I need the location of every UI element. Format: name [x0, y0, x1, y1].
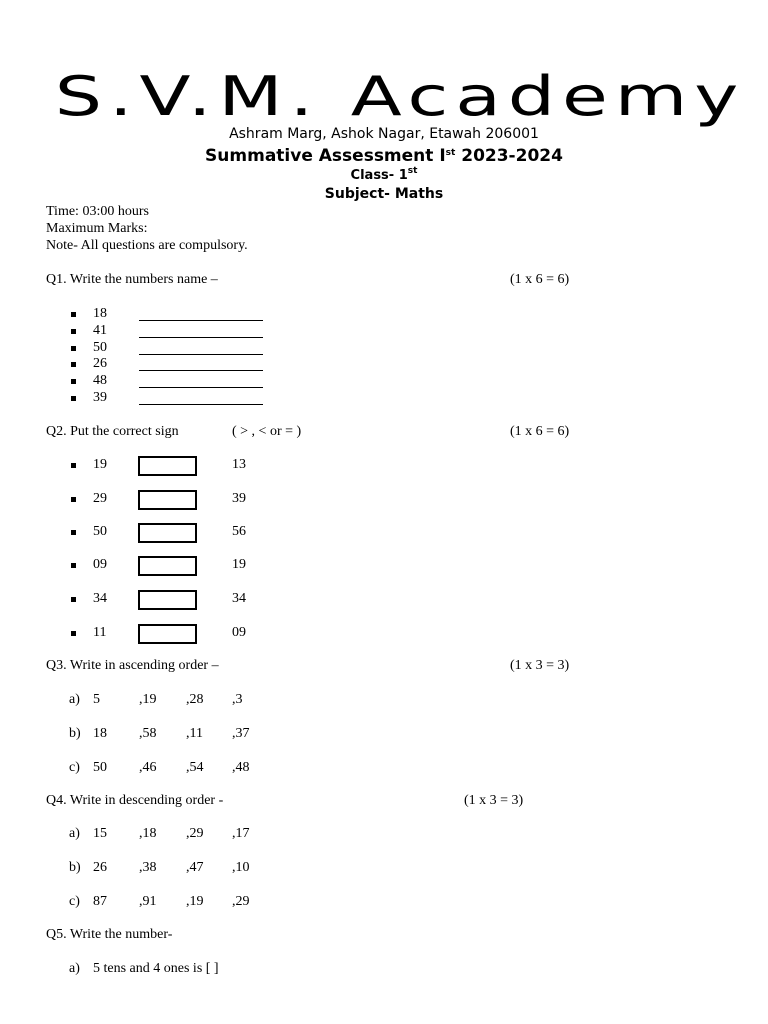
q1-question: Q1. Write the numbers name –	[46, 272, 218, 287]
q3-value: ,19	[139, 692, 157, 707]
bullet-icon	[71, 312, 76, 317]
q3-value: 50	[93, 760, 107, 775]
q3-value: ,11	[186, 726, 203, 741]
q4-value: ,10	[232, 860, 250, 875]
q1-number: 18	[93, 306, 107, 321]
bullet-icon	[71, 329, 76, 334]
q1-number: 26	[93, 356, 107, 371]
q2-sign-box[interactable]	[138, 456, 197, 476]
bullet-icon	[71, 379, 76, 384]
q2-sign-box[interactable]	[138, 590, 197, 610]
time-info: Time: 03:00 hours	[46, 204, 149, 219]
q4-value: ,38	[139, 860, 157, 875]
q3-row-label: a)	[69, 692, 80, 707]
q4-row-label: a)	[69, 826, 80, 841]
q3-value: ,46	[139, 760, 157, 775]
school-name: S.V.M. Academy	[54, 65, 746, 128]
school-address: Ashram Marg, Ashok Nagar, Etawah 206001	[229, 126, 539, 142]
q2-right-number: 19	[232, 557, 246, 572]
bullet-icon	[71, 497, 76, 502]
bullet-icon	[71, 597, 76, 602]
q1-answer-line[interactable]	[139, 354, 263, 355]
q2-right-number: 56	[232, 524, 246, 539]
q2-right-number: 34	[232, 591, 246, 606]
q1-number: 48	[93, 373, 107, 388]
q1-number: 39	[93, 390, 107, 405]
q4-question: Q4. Write in descending order -	[46, 793, 224, 808]
q4-value: ,91	[139, 894, 157, 909]
q4-value: 87	[93, 894, 107, 909]
q2-right-number: 13	[232, 457, 246, 472]
q3-row-label: b)	[69, 726, 81, 741]
q4-value: ,29	[232, 894, 250, 909]
q4-marks: (1 x 3 = 3)	[464, 793, 524, 808]
q2-left-number: 09	[93, 557, 107, 572]
q1-answer-line[interactable]	[139, 370, 263, 371]
q2-sign-box[interactable]	[138, 523, 197, 543]
q2-sign-box[interactable]	[138, 624, 197, 644]
q2-right-number: 09	[232, 625, 246, 640]
bullet-icon	[71, 631, 76, 636]
q4-row-label: c)	[69, 894, 80, 909]
q4-value: 15	[93, 826, 107, 841]
q3-value: ,37	[232, 726, 250, 741]
q3-value: ,58	[139, 726, 157, 741]
q4-value: ,47	[186, 860, 204, 875]
q1-number: 41	[93, 323, 107, 338]
q2-signs: ( > , < or = )	[232, 424, 302, 439]
q3-row-label: c)	[69, 760, 80, 775]
q1-answer-line[interactable]	[139, 404, 263, 405]
q2-left-number: 11	[93, 625, 107, 640]
q2-left-number: 29	[93, 491, 107, 506]
q1-answer-line[interactable]	[139, 337, 263, 338]
q4-value: ,19	[186, 894, 204, 909]
q1-marks: (1 x 6 = 6)	[510, 272, 570, 287]
bullet-icon	[71, 346, 76, 351]
q2-left-number: 34	[93, 591, 107, 606]
q4-value: ,29	[186, 826, 204, 841]
q4-row-label: b)	[69, 860, 81, 875]
q3-value: 5	[93, 692, 100, 707]
q2-sign-box[interactable]	[138, 556, 197, 576]
q3-value: 18	[93, 726, 107, 741]
q3-value: ,54	[186, 760, 204, 775]
bullet-icon	[71, 563, 76, 568]
q2-sign-box[interactable]	[138, 490, 197, 510]
subject-label: Subject- Maths	[324, 186, 444, 202]
class-label: Class- 1st	[350, 166, 418, 183]
exam-title: Summative Assessment Ist 2023-2024	[205, 146, 563, 166]
q5-item-text: 5 tens and 4 ones is [ ]	[93, 961, 219, 976]
q2-question: Q2. Put the correct sign	[46, 424, 179, 439]
q4-value: ,17	[232, 826, 250, 841]
q3-value: ,3	[232, 692, 243, 707]
q1-answer-line[interactable]	[139, 320, 263, 321]
q3-marks: (1 x 3 = 3)	[510, 658, 570, 673]
q4-value: 26	[93, 860, 107, 875]
max-marks: Maximum Marks:	[46, 221, 148, 236]
q5-question: Q5. Write the number-	[46, 927, 173, 942]
q1-number: 50	[93, 340, 107, 355]
bullet-icon	[71, 362, 76, 367]
q3-question: Q3. Write in ascending order –	[46, 658, 219, 673]
bullet-icon	[71, 530, 76, 535]
q5-item-label: a)	[69, 961, 80, 976]
q1-answer-line[interactable]	[139, 387, 263, 388]
bullet-icon	[71, 463, 76, 468]
q2-right-number: 39	[232, 491, 246, 506]
bullet-icon	[71, 396, 76, 401]
q4-value: ,18	[139, 826, 157, 841]
note: Note- All questions are compulsory.	[46, 238, 248, 253]
q2-left-number: 50	[93, 524, 107, 539]
q2-left-number: 19	[93, 457, 107, 472]
q3-value: ,48	[232, 760, 250, 775]
q3-value: ,28	[186, 692, 204, 707]
q2-marks: (1 x 6 = 6)	[510, 424, 570, 439]
